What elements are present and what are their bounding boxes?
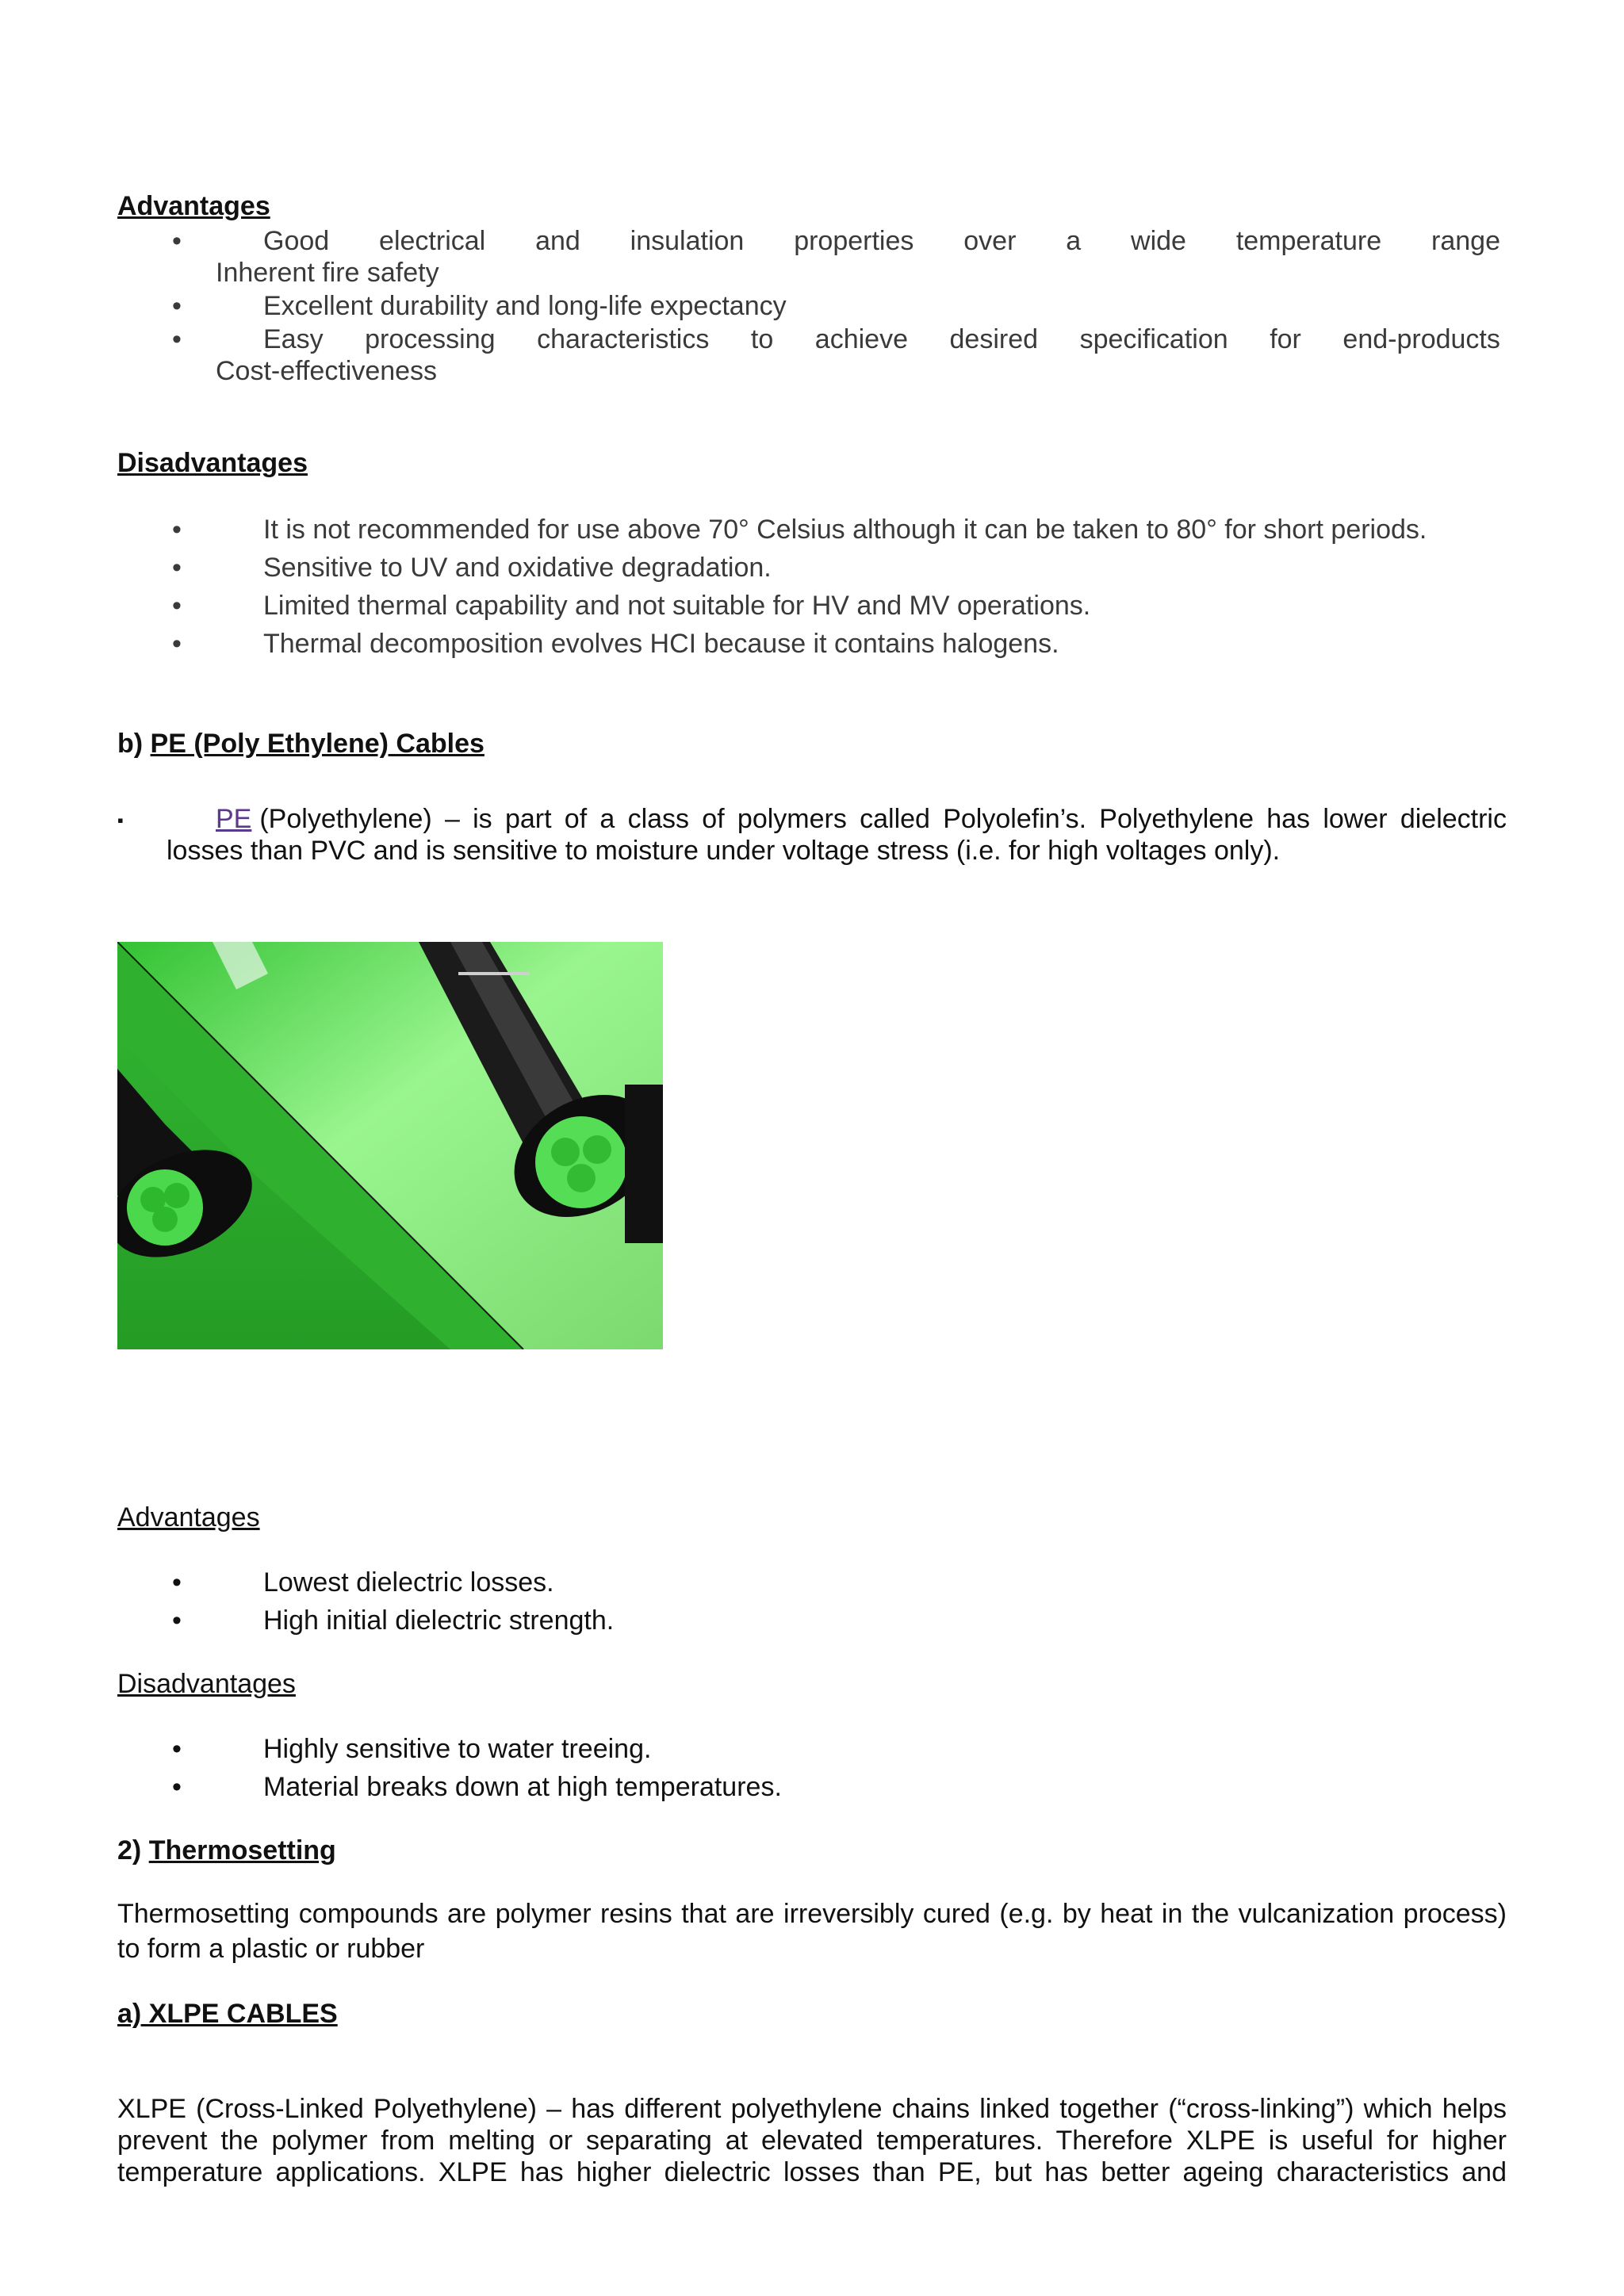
word: and [535, 226, 580, 256]
thermosetting-paragraph-line1: Thermosetting compounds are polymer resins that are irreversibly cured (e.g. by heat in the vulcanization process) [117, 1899, 1507, 1929]
list-item-text: Highly sensitive to water treeing. [263, 1734, 652, 1764]
section-title: PE (Poly Ethylene) Cables [150, 729, 485, 759]
advantages-heading: Advantages [117, 191, 270, 221]
word: insulation [630, 226, 745, 256]
cable-photo [117, 942, 663, 1349]
word: to [750, 324, 774, 354]
word: specification [1079, 324, 1228, 354]
pe-paragraph-line1 [216, 803, 1507, 835]
xlpe-paragraph-line3: temperature applications. XLPE has higher dielectric losses than PE, but has better ageing characteristics and [117, 2157, 1507, 2187]
word: electrical [379, 226, 486, 256]
paragraph-text: (Polyethylene) – is part of a class of polymers called Polyolefin’s. Polyethylene has lower dielectric [259, 804, 1507, 834]
word: characteristics [537, 324, 710, 354]
bullet-dot: • [172, 1772, 182, 1802]
word: achieve [814, 324, 908, 354]
pe-link[interactable]: PE [216, 804, 252, 834]
bullet-dot: • [172, 553, 182, 583]
bullet-dot: • [172, 324, 182, 354]
justified-line [263, 225, 1500, 257]
pe-section-heading [117, 729, 485, 760]
justified-line [263, 323, 1500, 355]
thermosetting-heading [117, 1835, 336, 1866]
bullet-dot: • [172, 515, 182, 545]
cable-photo-illustration [117, 942, 663, 1349]
pe-paragraph-line2: losses than PVC and is sensitive to moisture under voltage stress (i.e. for high voltages only). [167, 836, 1281, 866]
word: over [963, 226, 1017, 256]
square-bullet: ▪ [117, 810, 124, 830]
word: a [1066, 226, 1082, 256]
list-item-text: Excellent durability and long-life expectancy [263, 291, 787, 321]
bullet-dot: • [172, 629, 182, 659]
section-number: b) [117, 729, 144, 759]
thermosetting-paragraph-line2: to form a plastic or rubber [117, 1934, 425, 1964]
bullet-dot: • [172, 1734, 182, 1764]
word: desired [949, 324, 1039, 354]
bullet-dot: • [172, 291, 182, 321]
list-item-text: Limited thermal capability and not suitable for HV and MV operations. [263, 591, 1091, 621]
section-title: Thermosetting [148, 1835, 336, 1866]
pe-advantages-heading: Advantages [117, 1502, 260, 1533]
section-number: 2) [117, 1835, 142, 1866]
list-item-continuation: Cost-effectiveness [216, 356, 438, 386]
word: processing [365, 324, 496, 354]
pe-disadvantages-heading: Disadvantages [117, 1669, 296, 1699]
bullet-dot: • [172, 226, 182, 256]
list-item-text: High initial dielectric strength. [263, 1605, 615, 1636]
word: properties [794, 226, 914, 256]
bullet-dot: • [172, 591, 182, 621]
word: end-products [1342, 324, 1500, 354]
word: Good [263, 226, 330, 256]
word: range [1431, 226, 1500, 256]
word: temperature [1235, 226, 1382, 256]
word: Easy [263, 324, 324, 354]
list-item-continuation: Inherent fire safety [216, 258, 439, 288]
disadvantages-heading: Disadvantages [117, 448, 308, 478]
list-item-text: It is not recommended for use above 70° Celsius although it can be taken to 80° for short periods. [263, 515, 1427, 545]
word: wide [1131, 226, 1186, 256]
xlpe-paragraph-line2: prevent the polymer from melting or separating at elevated temperatures. Therefore XLPE is useful for higher [117, 2126, 1507, 2156]
word: for [1270, 324, 1301, 354]
list-item-text: Material breaks down at high temperatures. [263, 1772, 782, 1802]
list-item-text: Thermal decomposition evolves HCI because it contains halogens. [263, 629, 1059, 659]
xlpe-heading: a) XLPE CABLES [117, 1999, 338, 2029]
list-item-text: Sensitive to UV and oxidative degradation. [263, 553, 772, 583]
list-item-text: Lowest dielectric losses. [263, 1567, 554, 1598]
bullet-dot: • [172, 1567, 182, 1598]
xlpe-paragraph-line1: XLPE (Cross-Linked Polyethylene) – has different polyethylene chains linked together (“cross-linking”) which helps [117, 2094, 1507, 2124]
bullet-dot: • [172, 1605, 182, 1636]
